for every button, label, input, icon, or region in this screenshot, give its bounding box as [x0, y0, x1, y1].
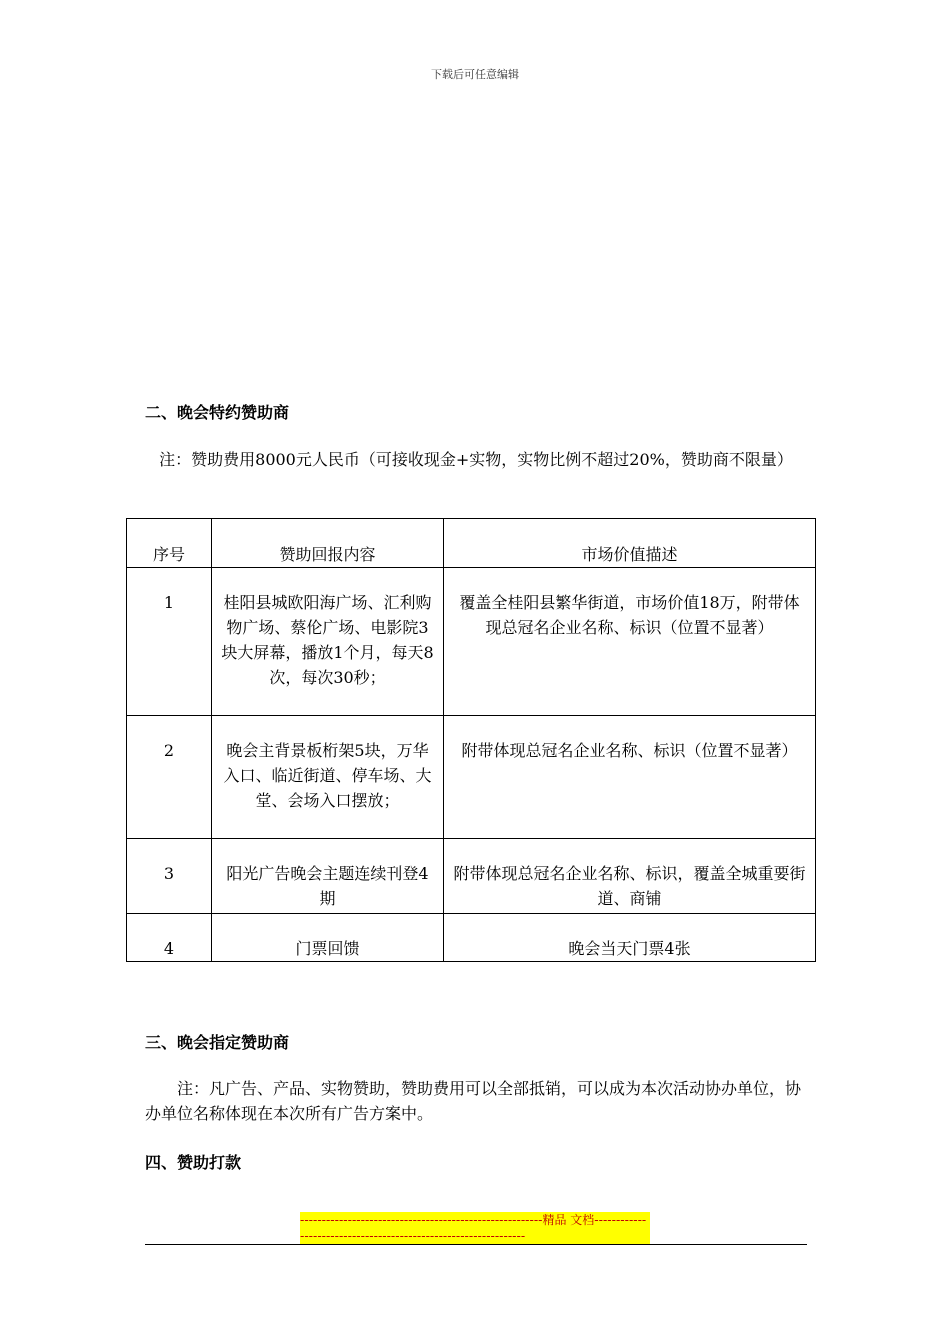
row-no: 2: [127, 716, 212, 839]
section3-title: 三、晚会指定赞助商: [145, 1033, 290, 1052]
row-value: 附带体现总冠名企业名称、标识，覆盖全城重要街道、商铺: [444, 839, 816, 914]
table-header-row: [127, 519, 816, 568]
row-value: 晚会当天门票4张: [444, 914, 816, 962]
header-content: 赞助回报内容: [212, 519, 444, 568]
header-note: 下载后可任意编辑: [431, 68, 519, 81]
row-no: 4: [127, 914, 212, 962]
row-no: 3: [127, 839, 212, 914]
header-value: 市场价值描述: [444, 519, 816, 568]
row-content: 门票回馈: [212, 914, 444, 962]
footer-divider: [145, 1244, 807, 1245]
row-content: 桂阳县城欧阳海广场、汇利购物广场、蔡伦广场、电影院3块大屏幕，播放1个月，每天8次，每次30秒；: [212, 568, 444, 716]
section2-note: 注：赞助费用8000元人民币（可接收现金+实物，实物比例不超过20%，赞助商不限量）: [159, 450, 793, 469]
row-no: 1: [127, 568, 212, 716]
row-content: 晚会主背景板桁架5块，万华入口、临近街道、停车场、大堂、会场入口摆放；: [212, 716, 444, 839]
header-no: 序号: [127, 519, 212, 568]
row-value: 附带体现总冠名企业名称、标识（位置不显著）: [444, 716, 816, 839]
table-row: [127, 716, 816, 839]
sponsor-table: [126, 518, 816, 962]
section4-title: 四、赞助打款: [145, 1153, 242, 1172]
table-row: [127, 568, 816, 716]
section2-title: 二、晚会特约赞助商: [145, 403, 290, 422]
table-row: [127, 914, 816, 962]
section3-note: 注：凡广告、产品、实物赞助，赞助费用可以全部抵销，可以成为本次活动协办单位，协办单位名称体现在本次所有广告方案中。: [145, 1079, 802, 1123]
row-value: 覆盖全桂阳县繁华街道，市场价值18万，附带体现总冠名企业名称、标识（位置不显著）: [444, 568, 816, 716]
footer-watermark-text: --------------------------------------------------------精品 文档----------------------------------------------------------------: [300, 1212, 650, 1244]
row-content: 阳光广告晚会主题连续刊登4期: [212, 839, 444, 914]
table-row: [127, 839, 816, 914]
